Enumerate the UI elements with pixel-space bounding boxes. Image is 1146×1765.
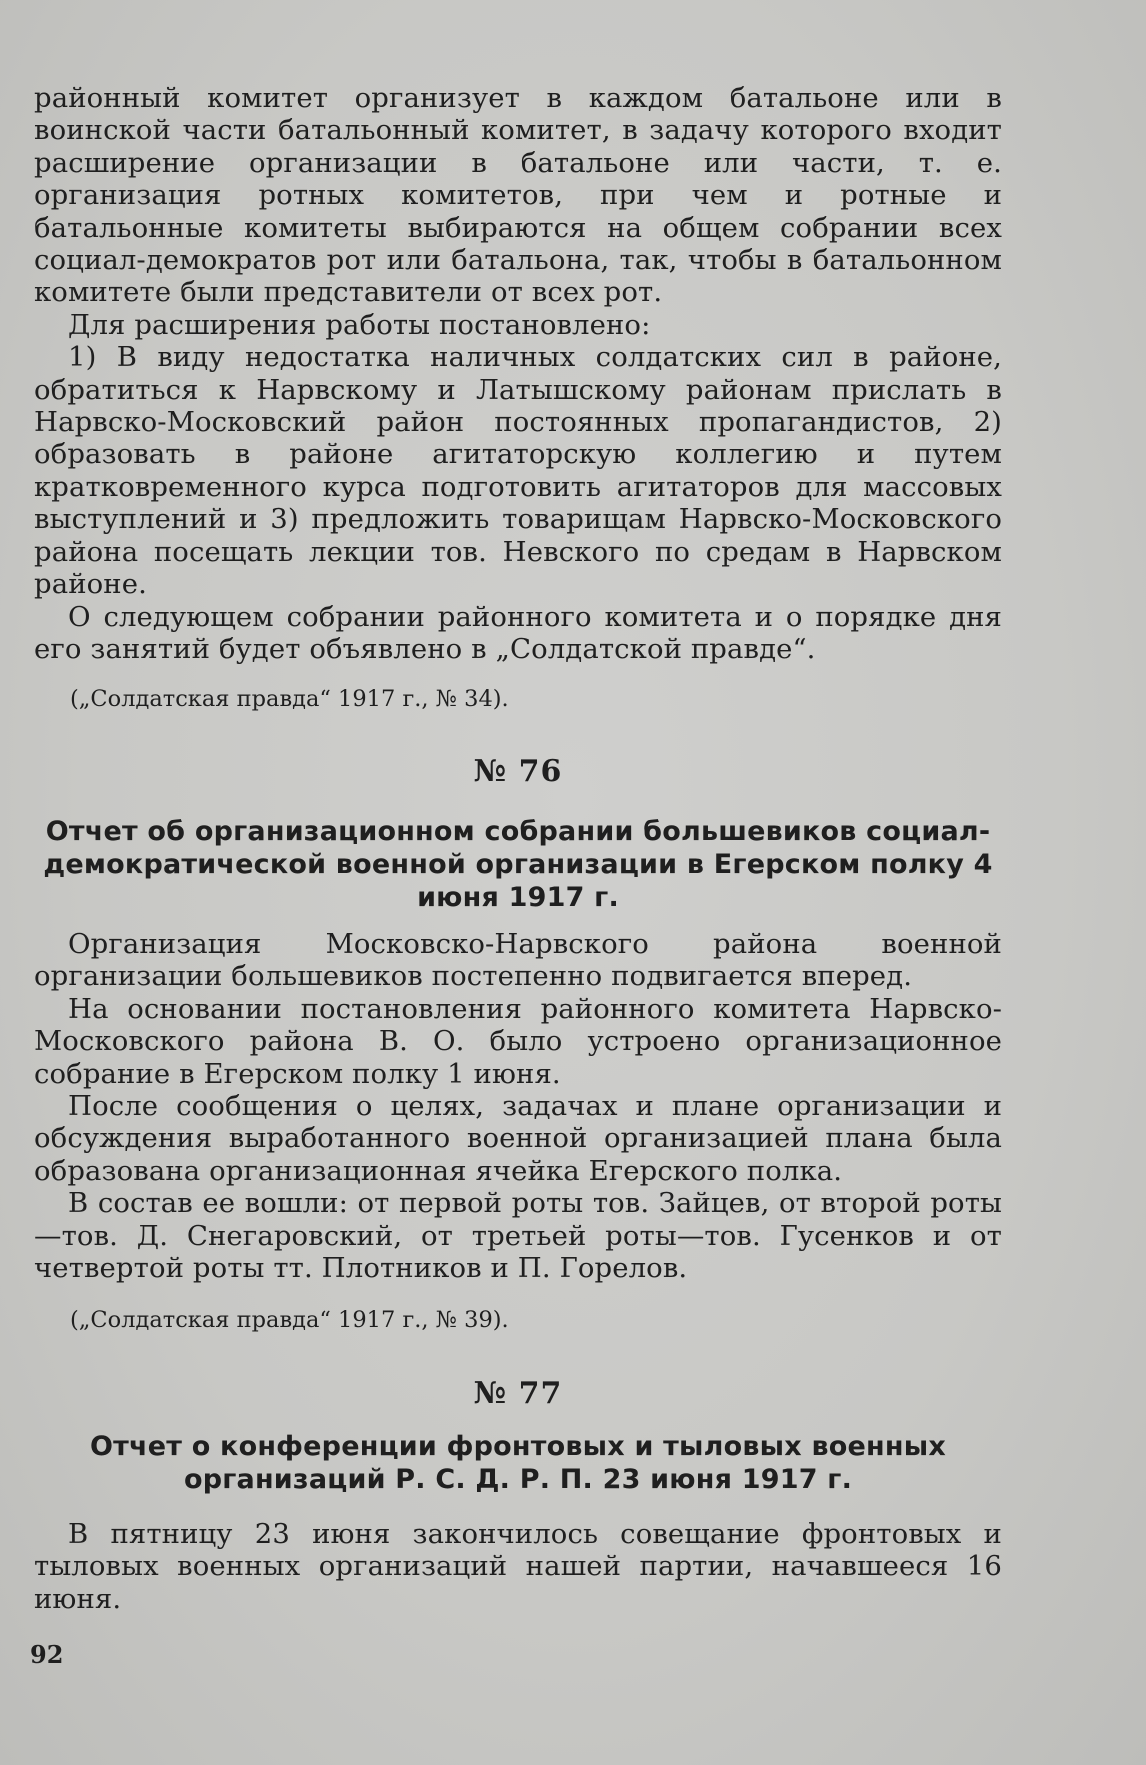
paragraph: В состав ее вошли: от первой роты тов. Зайцев, от второй роты—тов. Д. Снегаровский, от третьей роты—тов. Гусенков и от четвертой роты тт. Плотников и П. Горелов.: [34, 1187, 1002, 1285]
paragraph: районный комитет организует в каждом батальоне или в воинской части батальонный комитет, в задачу которого входит расширение организации в батальоне или части, т. е. организация ротных комитетов, при чем и ротные и батальонные комитеты выбираются на общем собрании всех социал-демократов рот или батальона, так, чтобы в батальонном комитете были представители от всех рот.: [34, 82, 1002, 309]
paragraph: 1) В виду недостатка наличных солдатских сил в районе, обратиться к Нарвскому и Латышскому районам прислать в Нарвско-Московский район постоянных пропагандистов, 2) образовать в районе агитаторскую коллегию и путем кратковременного курса подготовить агитаторов для массовых выступлений и 3) предложить товарищам Нарвско-Московского района посещать лекции тов. Невского по средам в Нарвском районе.: [34, 341, 1002, 601]
paragraph: Организация Московско-Нарвского района военной организации большевиков постепенно подвигается вперед.: [34, 928, 1002, 993]
paragraph: На основании постановления районного комитета Нарвско-Московского района В. О. было устроено организационное собрание в Егерском полку 1 июня.: [34, 992, 1002, 1090]
document-body: [34, 928, 1002, 1284]
document-number: № 77: [473, 1376, 563, 1411]
continuation-section: [34, 82, 1002, 665]
page-number: 92: [30, 1640, 64, 1669]
document-title: Отчет о конференции фронтовых и тыловых военных организаций Р. С. Д. Р. П. 23 июня 1917 г.: [90, 1431, 946, 1495]
paragraph: После сообщения о целях, задачах и плане организации и обсуждения выработанного военной организацией плана была образована организационная ячейка Егерского полка.: [34, 1090, 1002, 1187]
paragraph: В пятницу 23 июня закончилось совещание фронтовых и тыловых военных организаций нашей партии, начавшееся 16 июня.: [34, 1518, 1002, 1615]
paragraph: О следующем собрании районного комитета и о порядке дня его занятий будет объявлено в „Солдатской правде“.: [34, 600, 1002, 665]
document-title: Отчет об организационном собрании большевиков социал-демократической военной организации в Егерском полку 4 июня 1917 г.: [43, 816, 993, 913]
source-citation: („Солдатская правда“ 1917 г., № 34).: [70, 686, 509, 712]
source-citation: („Солдатская правда“ 1917 г., № 39).: [70, 1307, 509, 1333]
document-number: № 76: [473, 754, 563, 789]
document-body: [34, 1518, 1002, 1615]
paragraph: Для расширения работы постановлено:: [68, 308, 651, 341]
